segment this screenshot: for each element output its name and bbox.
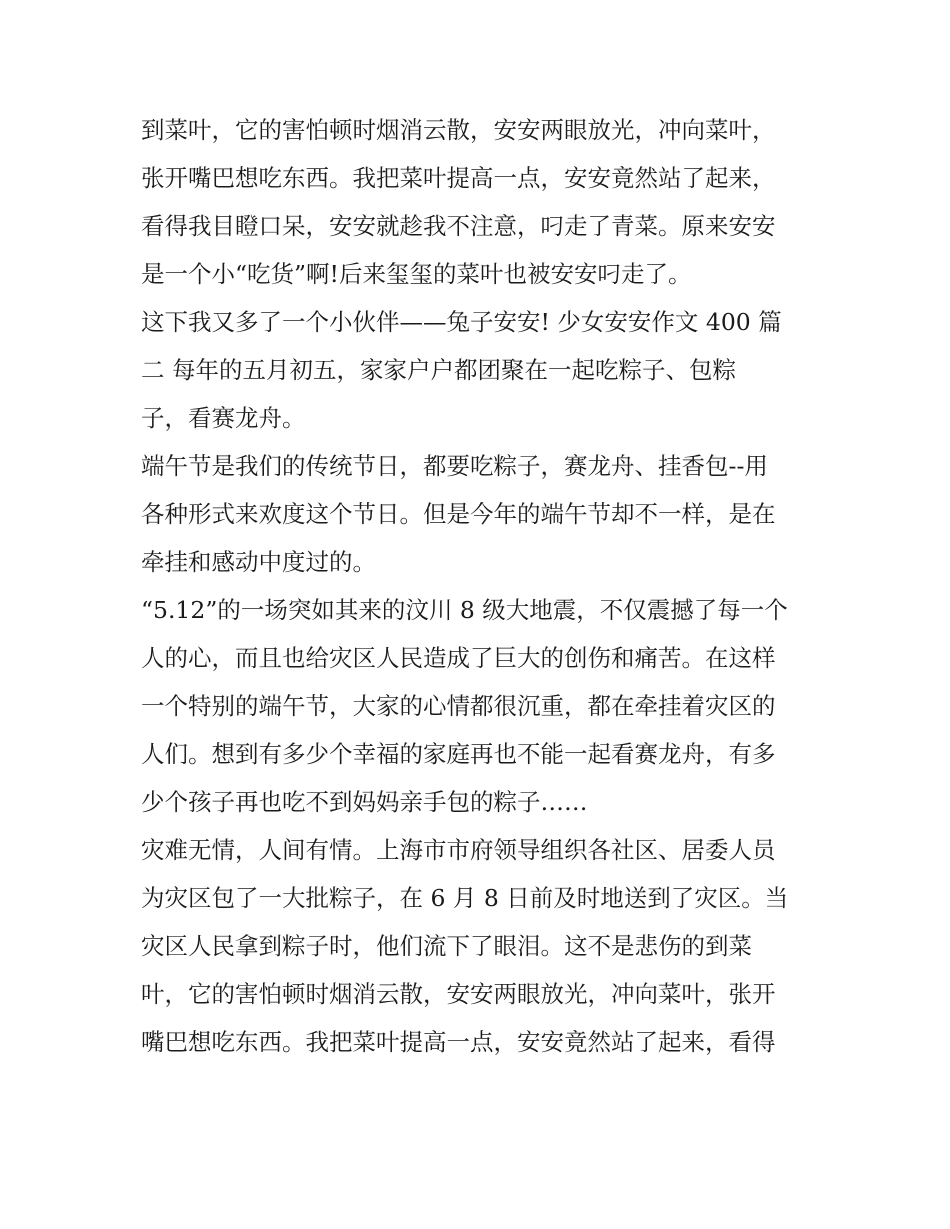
text-line: 一个特别的端午节，大家的心情都很沉重，都在牵挂着灾区的 (141, 692, 776, 720)
text-line: 灾区人民拿到粽子时，他们流下了眼泪。这不是悲伤的到菜 (141, 932, 752, 960)
text-line: 子，看赛龙舟。 (141, 404, 306, 432)
text-line: 灾难无情，人间有情。上海市市府领导组织各社区、居委人员 (141, 836, 776, 864)
body-text (141, 106, 821, 1066)
text-line: 这下我又多了一个小伙伴——兔子安安! 少女安安作文 400 篇 (141, 308, 782, 336)
text-line: 二 每年的五月初五，家家户户都团聚在一起吃粽子、包粽 (141, 356, 736, 384)
text-line: 各种形式来欢度这个节日。但是今年的端午节却不一样，是在 (141, 500, 776, 528)
text-line: 少个孩子再也吃不到妈妈亲手包的粽子…… (141, 788, 588, 816)
text-line: 端午节是我们的传统节日，都要吃粽子，赛龙舟、挂香包--用 (141, 452, 768, 480)
text-line: 人们。想到有多少个幸福的家庭再也不能一起看赛龙舟，有多 (141, 740, 776, 768)
text-line: 是一个小“吃货”啊!后来玺玺的菜叶也被安安叼走了。 (141, 260, 692, 288)
text-line: 看得我目瞪口呆，安安就趁我不注意，叼走了青菜。原来安安 (141, 212, 776, 240)
text-line: 嘴巴想吃东西。我把菜叶提高一点，安安竟然站了起来，看得 (141, 1028, 776, 1056)
text-line: 牵挂和感动中度过的。 (141, 548, 376, 576)
text-line: 人的心，而且也给灾区人民造成了巨大的创伤和痛苦。在这样 (141, 644, 776, 672)
text-line: 到菜叶，它的害怕顿时烟消云散，安安两眼放光，冲向菜叶， (141, 116, 776, 144)
text-line: “5.12”的一场突如其来的汶川 8 级大地震，不仅震撼了每一个 (141, 596, 788, 624)
text-line: 张开嘴巴想吃东西。我把菜叶提高一点，安安竟然站了起来， (141, 164, 776, 192)
text-line: 为灾区包了一大批粽子，在 6 月 8 日前及时地送到了灾区。当 (141, 884, 789, 912)
text-line: 叶，它的害怕顿时烟消云散，安安两眼放光，冲向菜叶，张开 (141, 980, 776, 1008)
